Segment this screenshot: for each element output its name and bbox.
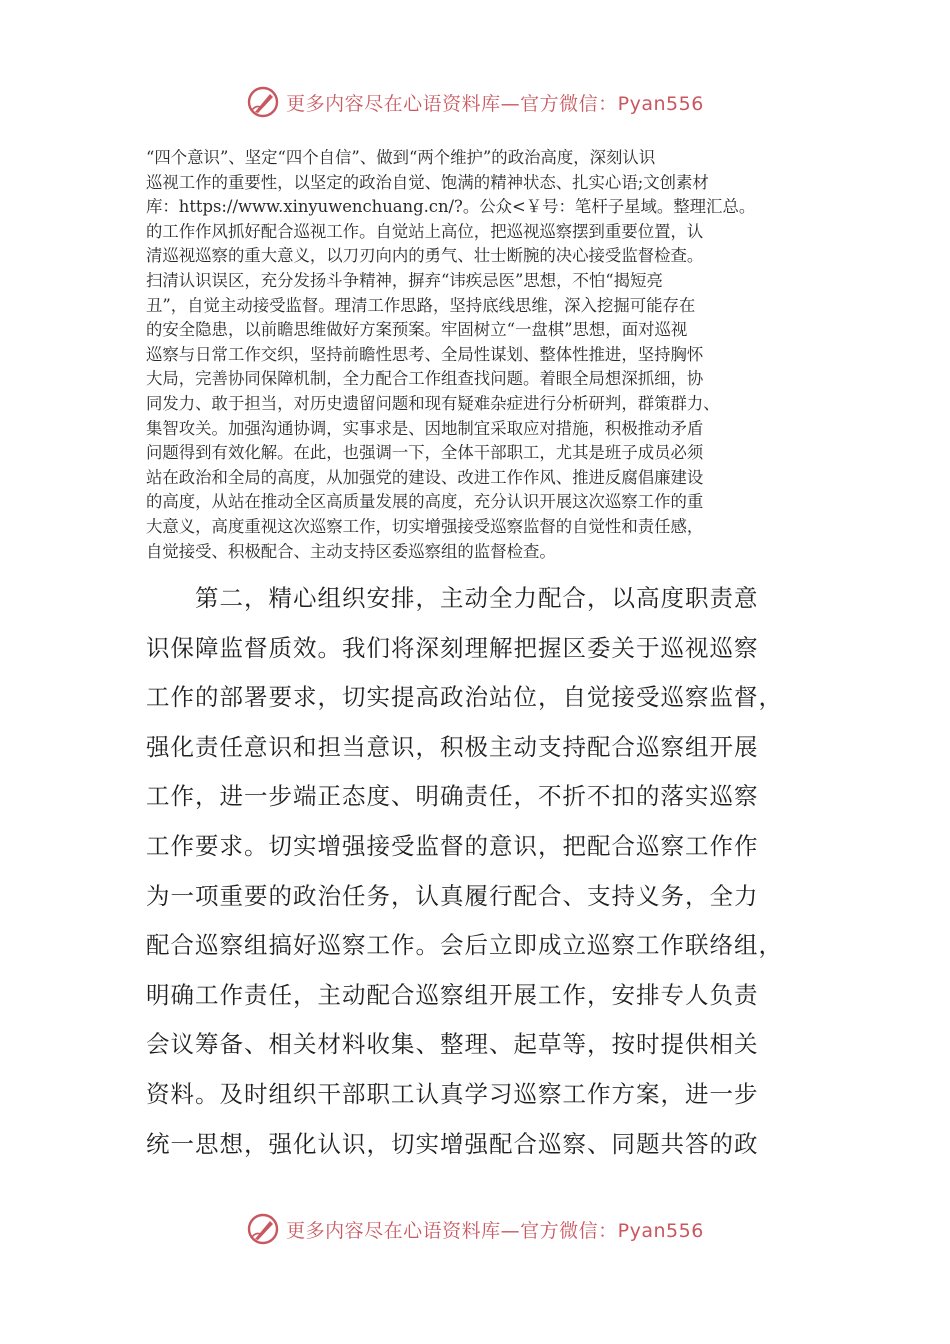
main-line: 强化责任意识和担当意识，积极主动支持配合巡察组开展 <box>146 732 759 761</box>
dense-line: 清巡视巡察的重大意义，以刀刃向内的勇气、壮士断腕的决心接受监督检查。 <box>146 246 704 266</box>
main-line: 识保障监督质效。我们将深刻理解把握区委关于巡视巡察 <box>146 633 759 662</box>
dense-line: 同发力、敢于担当，对历史遗留问题和现有疑难杂症进行分析研判，群策群力、 <box>146 393 720 413</box>
footer-banner-text: 更多内容尽在心语资料库—官方微信：Pyan556 <box>286 1219 704 1242</box>
dense-paragraph <box>146 146 816 564</box>
main-paragraph <box>146 574 806 1169</box>
dense-line: 巡察与日常工作交织，坚持前瞻性思考、全局性谋划、整体性推进，坚持胸怀 <box>146 344 704 364</box>
dense-line: 的高度，从站在推动全区高质量发展的高度，充分认识开展这次巡察工作的重 <box>146 492 704 512</box>
dense-line: 自觉接受、积极配合、主动支持区委巡察组的监督检查。 <box>146 541 556 561</box>
main-line: 明确工作责任，主动配合巡察组开展工作，安排专人负责 <box>146 980 759 1009</box>
main-line: 资料。及时组织干部职工认真学习巡察工作方案，进一步 <box>146 1079 759 1108</box>
main-line: 第二，精心组织安排，主动全力配合，以高度职责意 <box>195 584 759 612</box>
main-line: 工作的部署要求，切实提高政治站位，自觉接受巡察监督， <box>146 683 783 712</box>
main-line: 工作要求。切实增强接受监督的意识，把配合巡察工作作 <box>146 831 759 860</box>
dense-line: 巡视工作的重要性，以坚定的政治自觉、饱满的精神状态、扎实心语;文创素材 <box>146 172 709 192</box>
dense-line: 库：https://www.xinyuwenchuang.cn/?。公众<￥号：笔杆子星域。整理汇总。 <box>146 197 756 217</box>
quill-logo-icon <box>246 1212 280 1246</box>
quill-logo-icon <box>246 85 280 119</box>
dense-line: 的工作作风抓好配合巡视工作。自觉站上高位，把巡视巡察摆到重要位置，认 <box>146 221 704 241</box>
main-line: 会议筹备、相关材料收集、整理、起草等，按时提供相关 <box>146 1030 759 1059</box>
main-line: 配合巡察组搞好巡察工作。会后立即成立巡察工作联络组， <box>146 931 783 960</box>
dense-line: 大局，完善协同保障机制，全力配合工作组查找问题。着眼全局想深抓细，协 <box>146 369 704 389</box>
dense-line: 大意义，高度重视这次巡察工作，切实增强接受巡察监督的自觉性和责任感， <box>146 516 704 536</box>
dense-line: 的安全隐患，以前瞻思维做好方案预案。牢固树立“一盘棋”思想，面对巡视 <box>146 320 688 340</box>
dense-line: 集智攻关。加强沟通协调，实事求是、因地制宜采取应对措施，积极推动矛盾 <box>146 418 704 438</box>
header-banner <box>0 82 950 122</box>
main-line: 统一思想，强化认识，切实增强配合巡察、同题共答的政 <box>146 1129 759 1158</box>
footer-banner <box>0 1209 950 1249</box>
dense-line: 丑”，自觉主动接受监督。理清工作思路，坚持底线思维，深入挖掘可能存在 <box>146 295 696 315</box>
main-line: 为一项重要的政治任务，认真履行配合、支持义务，全力 <box>146 881 759 910</box>
main-line: 工作，进一步端正态度、明确责任，不折不扣的落实巡察 <box>146 782 759 811</box>
dense-line: 站在政治和全局的高度，从加强党的建设、改进工作作风、推进反腐倡廉建设 <box>146 467 704 487</box>
dense-line: “四个意识”、坚定“四个自信”、做到“两个维护”的政治高度，深刻认识 <box>146 148 656 167</box>
dense-line: 问题得到有效化解。在此，也强调一下，全体干部职工，尤其是班子成员必须 <box>146 443 704 463</box>
header-banner-text: 更多内容尽在心语资料库—官方微信：Pyan556 <box>286 92 704 115</box>
dense-line: 扫清认识误区，充分发扬斗争精神，摒弃“讳疾忌医”思想，不怕“揭短亮 <box>146 270 663 290</box>
